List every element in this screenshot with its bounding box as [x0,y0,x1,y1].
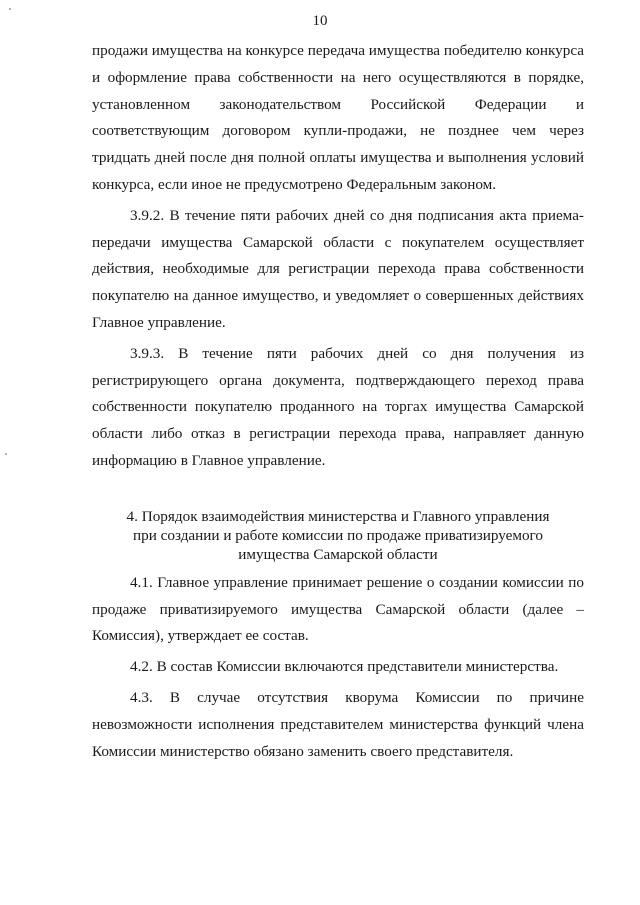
paragraph-4-2: 4.2. В состав Комиссии включаются представители министерства. [130,658,559,676]
paragraph-3-9-3: 3.9.3. В течение пяти рабочих дней со дня получения из регистрирующего органа документа, подтверждающего переход права собственности покупателю проданного на торгах имущества Самарской области либо отказ в регистрации перехода права, направляет данную информацию в Главное управление. [92,344,584,469]
paragraph-continuation: продажи имущества на конкурсе передача имущества победителю конкурса и оформление права собственности на него осуществляются в порядке, установленном законодательством Российской Федерации и соответствующим договором купли-продажи, не позднее чем через тридцать дней после дня полной оплаты имущества и выполнения условий конкурса, если иное не предусмотрено Федеральным законом. [92,42,584,193]
document-body [92,38,584,765]
section-heading-line: имущества Самарской области [238,545,438,563]
paragraph-3-9-2: 3.9.2. В течение пяти рабочих дней со дня подписания акта приема-передачи имущества Самарской области с покупателем осуществляет действия, необходимые для регистрации перехода права собственности покупателю на данное имущество, и уведомляет о совершенных действиях Главное управление. [92,206,584,331]
section-heading-line: при создании и работе комиссии по продаже приватизируемого [132,526,544,544]
scan-speck [5,453,7,455]
section-heading-4 [92,507,584,564]
page-number: 10 [312,13,328,29]
paragraph-4-1: 4.1. Главное управление принимает решение о создании комиссии по продаже приватизируемого имущества Самарской области (далее – Комиссия), утверждает ее состав. [92,573,584,645]
section-heading-line: 4. Порядок взаимодействия министерства и Главного управления [126,507,550,525]
paragraph-4-3: 4.3. В случае отсутствия кворума Комиссии по причине невозможности исполнения представителем министерства функций члена Комиссии министерство обязано заменить своего представителя. [92,688,584,760]
scan-speck [9,8,11,10]
